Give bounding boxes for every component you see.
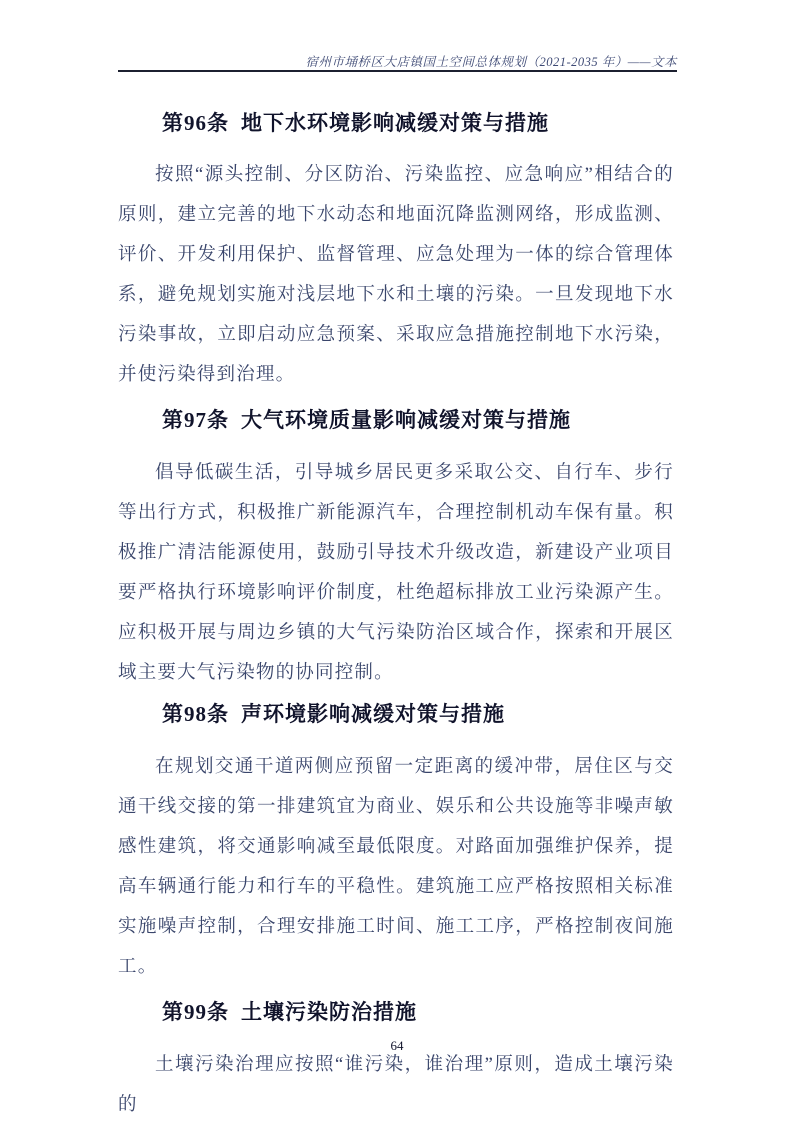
header-title: 宿州市埇桥区大店镇国土空间总体规划（2021-2035 年）——文本 bbox=[305, 55, 677, 69]
section-paragraph-96: 按照“源头控制、分区防治、污染监控、应急响应”相结合的原则，建立完善的地下水动态和地面沉降监测网络，形成监测、评价、开发利用保护、监督管理、应急处理为一体的综合管理体系，避免规划实施对浅层地下水和土壤的污染。一旦发现地下水污染事故，立即启动应急预案、采取应急措施控制地下水污染，并使污染得到治理。 bbox=[118, 165, 674, 385]
page-header bbox=[118, 0, 677, 72]
section-heading-99 bbox=[118, 999, 674, 1025]
article-title: 大气环境质量影响减缓对策与措施 bbox=[241, 408, 571, 432]
article-number: 第98条 bbox=[162, 702, 229, 726]
section-paragraph-99: 土壤污染治理应按照“谁污染，谁治理”原则，造成土壤污染的 bbox=[118, 1055, 674, 1115]
section-heading-96 bbox=[118, 110, 674, 136]
article-title: 土壤污染防治措施 bbox=[241, 1000, 417, 1024]
section-paragraph-97: 倡导低碳生活，引导城乡居民更多采取公交、自行车、步行等出行方式，积极推广新能源汽车，合理控制机动车保有量。积极推广清洁能源使用，鼓励引导技术升级改造，新建设产业项目要严格执行环境影响评价制度，杜绝超标排放工业污染源产生。应积极开展与周边乡镇的大气污染防治区域合作，探索和开展区域主要大气污染物的协同控制。 bbox=[118, 463, 674, 683]
section-paragraph-98: 在规划交通干道两侧应预留一定距离的缓冲带，居住区与交通干线交接的第一排建筑宜为商业、娱乐和公共设施等非噪声敏感性建筑，将交通影响减至最低限度。对路面加强维护保养，提高车辆通行能力和行车的平稳性。建筑施工应严格按照相关标准实施噪声控制，合理安排施工时间、施工工序，严格控制夜间施工。 bbox=[118, 757, 674, 977]
section-heading-97 bbox=[118, 407, 674, 433]
article-title: 声环境影响减缓对策与措施 bbox=[241, 702, 505, 726]
section-heading-98 bbox=[118, 701, 674, 727]
article-number: 第96条 bbox=[162, 111, 229, 135]
page-content bbox=[118, 110, 674, 1123]
page-number: 64 bbox=[390, 1038, 404, 1053]
article-number: 第97条 bbox=[162, 408, 229, 432]
article-title: 地下水环境影响减缓对策与措施 bbox=[241, 111, 549, 135]
article-number: 第99条 bbox=[162, 1000, 229, 1024]
